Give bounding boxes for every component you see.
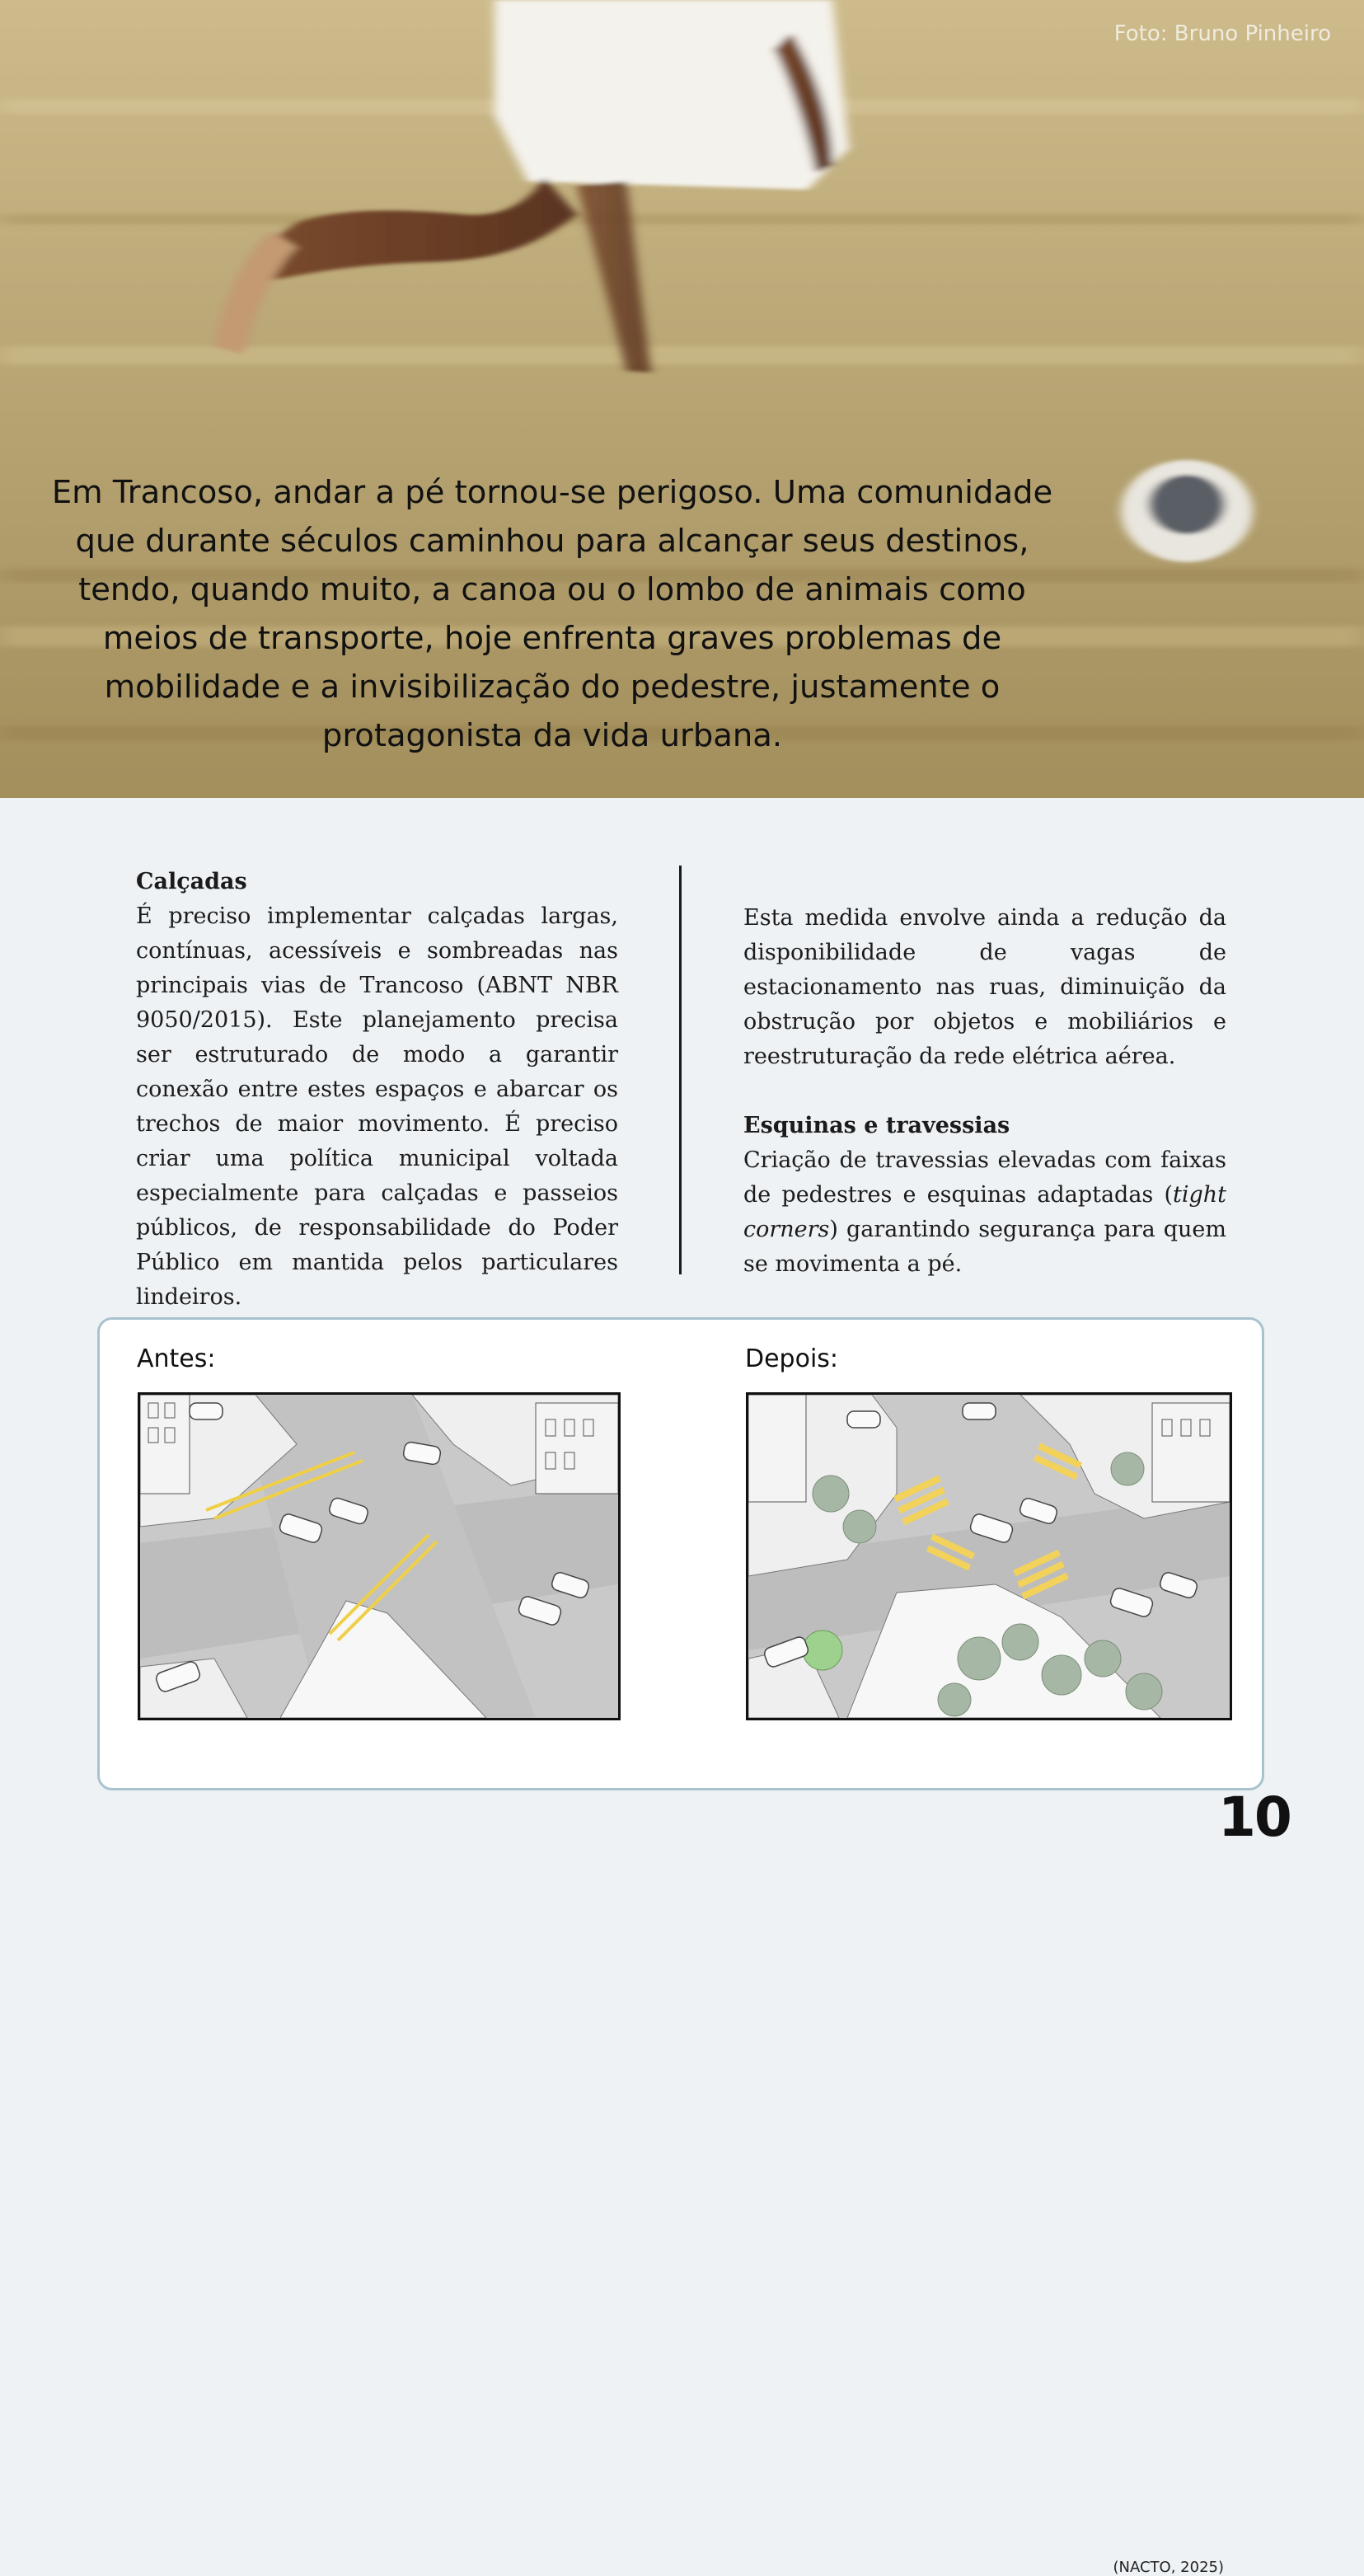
before-label: Antes:	[137, 1344, 216, 1373]
section-body-esquinas	[743, 1143, 1226, 1282]
left-column	[136, 865, 618, 1315]
page-number: 10	[1218, 1785, 1291, 1849]
section-heading-esquinas: Esquinas e travessias	[743, 1113, 1010, 1138]
after-illustration	[746, 1392, 1232, 1720]
section-body-continued: Esta medida envolve ainda a redução da disponibilidade de vagas de estacionamento nas ruas, diminuição da obstrução por objetos e mobiliários e reestruturação da rede elétrica aérea.	[743, 905, 1226, 1069]
column-divider	[679, 866, 682, 1274]
hero-quote: Em Trancoso, andar a pé tornou-se perigoso. Uma comunidade que durante séculos caminhou para alcançar seus destinos, tendo, quando muito, a canoa ou o lombo de animais como meios de transporte, hoje enfrenta graves problemas de mobilidade e a invisibilização do pedestre, justamente o protagonista da vida urbana.	[51, 474, 1053, 754]
before-illustration	[138, 1392, 621, 1720]
body-text: ) garantindo segurança para quem se movimenta a pé.	[743, 1217, 1226, 1277]
italic-term: tight corners	[743, 1182, 1226, 1242]
body-text: Criação de travessias elevadas com faixas de pedestres e esquinas adaptadas (	[743, 1147, 1226, 1208]
section-heading-calcadas: Calçadas	[136, 869, 247, 894]
hero-photo	[0, 0, 1364, 798]
photo-credit: Foto: Bruno Pinheiro	[1113, 21, 1331, 46]
source-note: (NACTO, 2025)	[1113, 2559, 1224, 2576]
after-label: Depois:	[745, 1344, 839, 1373]
intersection-after-image	[748, 1395, 1230, 1718]
right-column	[743, 901, 1226, 1282]
intersection-before-image	[140, 1395, 618, 1718]
section-body-calcadas: É preciso implementar calçadas largas, contínuas, acessíveis e sombreadas nas principais vias de Trancoso (ABNT NBR 9050/2015). Este planejamento precisa ser estruturado de modo a garantir conexão entre estes espaços e abarcar os trechos de maior movimento. É preciso criar uma política municipal voltada especialmente para calçadas e passeios públicos, de responsabilidade do Poder Público em mantida pelos particulares lindeiros.	[136, 903, 618, 1310]
